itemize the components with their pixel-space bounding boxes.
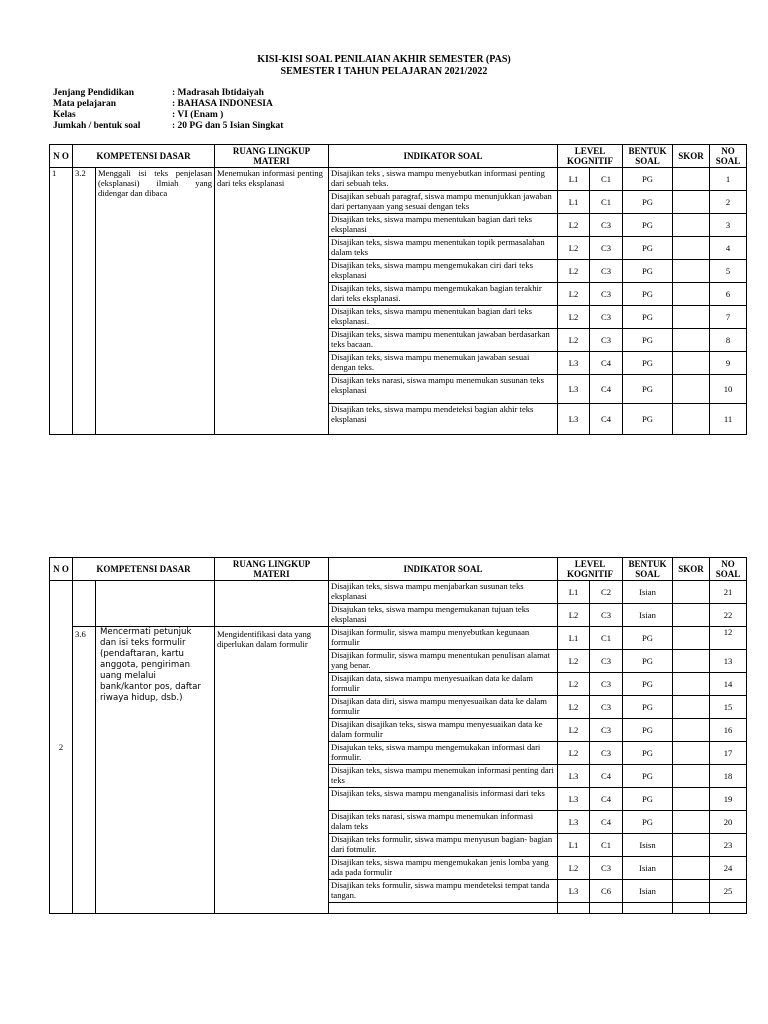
bentuk-cell: PG <box>623 650 673 673</box>
skor-cell <box>673 329 710 352</box>
no-soal-cell: 7 <box>710 306 747 329</box>
level-cell: L3 <box>558 404 590 435</box>
empty-cell <box>623 903 673 914</box>
meta-label: Jenjang Pendidikan <box>53 88 135 98</box>
col-header-bentuk: BENTUK SOAL <box>623 558 673 581</box>
cognitive-cell: C3 <box>590 329 623 352</box>
table-row <box>50 627 747 650</box>
meta-value: : Madrasah Ibtidaiyah <box>172 88 264 98</box>
level-cell: L2 <box>558 214 590 237</box>
indikator-cell: Disajikan teks narasi, siswa mampu menemukan susunan teks eksplanasi <box>329 375 558 404</box>
skor-cell <box>673 765 710 788</box>
indikator-cell: Disajikan teks, siswa mampu menentukan bagian dari teks eksplanasi <box>329 214 558 237</box>
level-cell: L2 <box>558 237 590 260</box>
level-cell: L3 <box>558 375 590 404</box>
indikator-cell: Disajikan teks, siswa mampu mengemukakan ciri dari teks eksplanasi <box>329 260 558 283</box>
no-soal-cell: 20 <box>710 811 747 834</box>
cognitive-cell: C3 <box>590 673 623 696</box>
meta-label: Mata pelajaran <box>53 99 117 109</box>
col-header-kompetensi: KOMPETENSI DASAR <box>73 558 215 581</box>
col-header-bentuk: BENTUK SOAL <box>623 145 673 168</box>
level-cell: L3 <box>558 788 590 811</box>
no-soal-cell: 4 <box>710 237 747 260</box>
level-cell: L1 <box>558 581 590 604</box>
row-number: 1 <box>50 168 73 435</box>
indikator-cell: Disajikan teks, siswa mampu mendeteksi bagian akhir teks eksplanasi <box>329 404 558 435</box>
level-cell: L2 <box>558 604 590 627</box>
skor-cell <box>673 788 710 811</box>
bentuk-cell: Isian <box>623 857 673 880</box>
cognitive-cell: C3 <box>590 719 623 742</box>
col-header-no-soal: NO SOAL <box>710 145 747 168</box>
bentuk-cell: PG <box>623 719 673 742</box>
skor-cell <box>673 857 710 880</box>
level-cell: L2 <box>558 260 590 283</box>
no-soal-cell: 12 <box>710 627 747 650</box>
no-soal-cell: 21 <box>710 581 747 604</box>
skor-cell <box>673 650 710 673</box>
empty-cell <box>710 903 747 914</box>
cognitive-cell: C3 <box>590 283 623 306</box>
col-header-skor: SKOR <box>673 145 710 168</box>
cognitive-cell: C3 <box>590 237 623 260</box>
kd-text: Mencermati petunjuk dan isi teks formulir (pendaftaran, kartu anggota, pengiriman uang melalui bank/kantor pos, daftar riwaya hidup, dsb.) <box>96 627 215 914</box>
cognitive-cell: C4 <box>590 788 623 811</box>
meta-row <box>53 110 283 121</box>
bentuk-cell: PG <box>623 214 673 237</box>
bentuk-cell: PG <box>623 306 673 329</box>
bentuk-cell: PG <box>623 329 673 352</box>
bentuk-cell: PG <box>623 352 673 375</box>
level-cell: L2 <box>558 719 590 742</box>
bentuk-cell: PG <box>623 260 673 283</box>
cognitive-cell: C1 <box>590 627 623 650</box>
level-cell: L2 <box>558 696 590 719</box>
bentuk-cell: PG <box>623 168 673 191</box>
indikator-cell: Disajikan teks, siswa mampu menentukan topik permasalahan dalam teks <box>329 237 558 260</box>
no-soal-cell: 8 <box>710 329 747 352</box>
no-soal-cell: 19 <box>710 788 747 811</box>
meta-value: : BAHASA INDONESIA <box>172 99 273 109</box>
cognitive-cell: C4 <box>590 375 623 404</box>
indikator-cell: Disajikan teks, siswa mampu mengemukakan bagian terakhir dari teks eksplanasi. <box>329 283 558 306</box>
skor-cell <box>673 880 710 903</box>
no-soal-cell: 17 <box>710 742 747 765</box>
skor-cell <box>673 214 710 237</box>
skor-cell <box>673 168 710 191</box>
col-header-no: N O <box>50 558 73 581</box>
document-title: KISI-KISI SOAL PENILAIAN AKHIR SEMESTER (PAS) <box>257 54 511 65</box>
bentuk-cell: PG <box>623 696 673 719</box>
kd-number <box>329 903 558 914</box>
cognitive-cell: C3 <box>590 260 623 283</box>
no-soal-cell: 6 <box>710 283 747 306</box>
col-header-kompetensi: KOMPETENSI DASAR <box>73 145 215 168</box>
skor-cell <box>673 191 710 214</box>
cognitive-cell: C3 <box>590 742 623 765</box>
materi-text: Menemukan informasi penting dari teks eksplanasi <box>215 168 329 435</box>
skor-cell <box>673 352 710 375</box>
no-soal-cell: 3 <box>710 214 747 237</box>
indikator-cell: Disajikan teks formulir, siswa mampu mendeteksi tempat tanda tangan. <box>329 880 558 903</box>
bentuk-cell: PG <box>623 742 673 765</box>
cognitive-cell: C2 <box>590 581 623 604</box>
bentuk-cell: Isian <box>623 604 673 627</box>
level-cell: L1 <box>558 627 590 650</box>
no-soal-cell: 10 <box>710 375 747 404</box>
cognitive-cell: C4 <box>590 352 623 375</box>
skor-cell <box>673 581 710 604</box>
cognitive-cell: C6 <box>590 880 623 903</box>
col-header-no-soal: NO SOAL <box>710 558 747 581</box>
no-soal-cell: 2 <box>710 191 747 214</box>
col-header-no: N O <box>50 145 73 168</box>
bentuk-cell: Isisn <box>623 834 673 857</box>
meta-value: : 20 PG dan 5 Isian Singkat <box>172 121 284 131</box>
no-soal-cell: 13 <box>710 650 747 673</box>
cognitive-cell: C3 <box>590 306 623 329</box>
level-cell: L3 <box>558 811 590 834</box>
cognitive-cell: C4 <box>590 404 623 435</box>
meta-row <box>53 121 283 132</box>
col-header-level: LEVEL KOGNITIF <box>558 558 623 581</box>
bentuk-cell: PG <box>623 237 673 260</box>
level-cell: L2 <box>558 306 590 329</box>
cognitive-cell: C1 <box>590 168 623 191</box>
cognitive-cell: C3 <box>590 696 623 719</box>
level-cell: L2 <box>558 650 590 673</box>
indikator-cell: Disajikan teks, siswa mampu menemukan jawaban sesuai dengan teks. <box>329 352 558 375</box>
bentuk-cell: Isian <box>623 581 673 604</box>
cognitive-cell: C3 <box>590 214 623 237</box>
document-subtitle: SEMESTER I TAHUN PELAJARAN 2021/2022 <box>280 66 488 77</box>
indikator-cell: Disajukan teks, siswa mampu mengemukanan tujuan teks eksplanasi <box>329 604 558 627</box>
col-header-indikator: INDIKATOR SOAL <box>329 558 558 581</box>
cognitive-cell: C3 <box>590 857 623 880</box>
kd-number: 3.6 <box>73 627 96 914</box>
no-soal-cell: 11 <box>710 404 747 435</box>
indikator-cell: Disajukan teks, siswa mampu mengemukakan informasi dari formulir. <box>329 742 558 765</box>
materi-empty <box>590 903 623 914</box>
skor-cell <box>673 742 710 765</box>
row-number: 2 <box>50 581 73 914</box>
skor-cell <box>673 719 710 742</box>
meta-row <box>53 88 283 99</box>
col-header-indikator: INDIKATOR SOAL <box>329 145 558 168</box>
meta-label: Jumkah / bentuk soal <box>53 121 141 131</box>
level-cell: L2 <box>558 283 590 306</box>
level-cell: L1 <box>558 191 590 214</box>
empty-cell <box>673 903 710 914</box>
kisi-kisi-table-1 <box>49 144 747 435</box>
level-cell: L2 <box>558 673 590 696</box>
level-cell: L3 <box>558 352 590 375</box>
meta-label: Kelas <box>53 110 76 120</box>
table-row <box>50 581 747 604</box>
kisi-kisi-table-2 <box>49 557 747 914</box>
col-header-materi: RUANG LINGKUP MATERI <box>215 145 329 168</box>
kd-number <box>73 581 96 627</box>
no-soal-cell: 22 <box>710 604 747 627</box>
indikator-cell: Disajikan teks narasi, siswa mampu menemukan informasi dalam teks <box>329 811 558 834</box>
bentuk-cell: PG <box>623 811 673 834</box>
skor-cell <box>673 604 710 627</box>
skor-cell <box>673 834 710 857</box>
cognitive-cell: C4 <box>590 765 623 788</box>
level-cell: L2 <box>558 329 590 352</box>
bentuk-cell: PG <box>623 627 673 650</box>
skor-cell <box>673 627 710 650</box>
no-soal-cell: 14 <box>710 673 747 696</box>
bentuk-cell: Isian <box>623 880 673 903</box>
skor-cell <box>673 673 710 696</box>
col-header-level: LEVEL KOGNITIF <box>558 145 623 168</box>
indikator-cell: Disajikan teks , siswa mampu menyebutkan informasi penting dari sebuah teks. <box>329 168 558 191</box>
indikator-cell: Disajikan disajikan teks, siswa mampu menyesuaikan data ke dalam formulir <box>329 719 558 742</box>
col-header-materi: RUANG LINGKUP MATERI <box>215 558 329 581</box>
materi-text: Mengidentifikasi data yang diperlukan dalam formulir <box>215 627 329 914</box>
indikator-cell: Disajikan sebuah paragraf, siswa mampu menunjukkan jawaban dari pertanyaan yang sesuai dengan teks <box>329 191 558 214</box>
level-cell: L2 <box>558 742 590 765</box>
bentuk-cell: PG <box>623 191 673 214</box>
skor-cell <box>673 237 710 260</box>
meta-value: : VI (Enam ) <box>172 110 224 120</box>
indikator-cell: Disajikan teks, siswa mampu mengemukakan jenis lomba yang ada pada formulir <box>329 857 558 880</box>
col-header-skor: SKOR <box>673 558 710 581</box>
indikator-cell: Disajikan formulir, siswa mampu menyebutkan kegunaan formulir <box>329 627 558 650</box>
kd-empty <box>558 903 590 914</box>
skor-cell <box>673 375 710 404</box>
table-header-row <box>50 558 747 581</box>
indikator-cell: Disajikan data diri, siswa mampu menyesuaikan data ke dalam formulir <box>329 696 558 719</box>
bentuk-cell: PG <box>623 673 673 696</box>
kd-empty <box>96 581 215 627</box>
kd-text: Menggali isi teks penjelasan (eksplanasi) ilmiah yang didengar dan dibaca <box>96 168 215 435</box>
cognitive-cell: C3 <box>590 650 623 673</box>
bentuk-cell: PG <box>623 283 673 306</box>
bentuk-cell: PG <box>623 375 673 404</box>
table-row <box>50 168 747 191</box>
indikator-cell: Disajikan teks, siswa mampu menganalisis informasi dari teks <box>329 788 558 811</box>
kd-number: 3.2 <box>73 168 96 435</box>
level-cell: L1 <box>558 834 590 857</box>
indikator-cell: Disajikan teks formulir, siswa mampu menyusun bagian- bagian dari fotmulir. <box>329 834 558 857</box>
indikator-cell: Disajikan teks, siswa mampu menemukan informasi penting dari teks <box>329 765 558 788</box>
no-soal-cell: 25 <box>710 880 747 903</box>
no-soal-cell: 18 <box>710 765 747 788</box>
cognitive-cell: C3 <box>590 604 623 627</box>
meta-row <box>53 99 283 110</box>
indikator-cell: Disajikan data, siswa mampu menyesuaikan data ke dalam formulir <box>329 673 558 696</box>
no-soal-cell: 23 <box>710 834 747 857</box>
bentuk-cell: PG <box>623 788 673 811</box>
level-cell: L2 <box>558 857 590 880</box>
materi-empty <box>215 581 329 627</box>
no-soal-cell: 16 <box>710 719 747 742</box>
no-soal-cell: 5 <box>710 260 747 283</box>
no-soal-cell: 24 <box>710 857 747 880</box>
level-cell: L3 <box>558 765 590 788</box>
indikator-cell: Disajikan teks, siswa mampu menjabarkan susunan teks eksplanasi <box>329 581 558 604</box>
skor-cell <box>673 260 710 283</box>
cognitive-cell: C1 <box>590 191 623 214</box>
skor-cell <box>673 306 710 329</box>
document-meta <box>53 88 283 132</box>
indikator-cell: Disajikan teks, siswa mampu menentukan bagian dari teks eksplanasi. <box>329 306 558 329</box>
bentuk-cell: PG <box>623 765 673 788</box>
bentuk-cell: PG <box>623 404 673 435</box>
skor-cell <box>673 811 710 834</box>
table-header-row <box>50 145 747 168</box>
cognitive-cell: C1 <box>590 834 623 857</box>
skor-cell <box>673 283 710 306</box>
no-soal-cell: 15 <box>710 696 747 719</box>
skor-cell <box>673 404 710 435</box>
skor-cell <box>673 696 710 719</box>
cognitive-cell: C4 <box>590 811 623 834</box>
level-cell: L1 <box>558 168 590 191</box>
no-soal-cell: 1 <box>710 168 747 191</box>
level-cell: L3 <box>558 880 590 903</box>
no-soal-cell: 9 <box>710 352 747 375</box>
indikator-cell: Disajikan teks, siswa mampu menentukan jawaban berdasarkan teks bacaan. <box>329 329 558 352</box>
indikator-cell: Disajikan formulir, siswa mampu menentukan penulisan alamat yang benar. <box>329 650 558 673</box>
